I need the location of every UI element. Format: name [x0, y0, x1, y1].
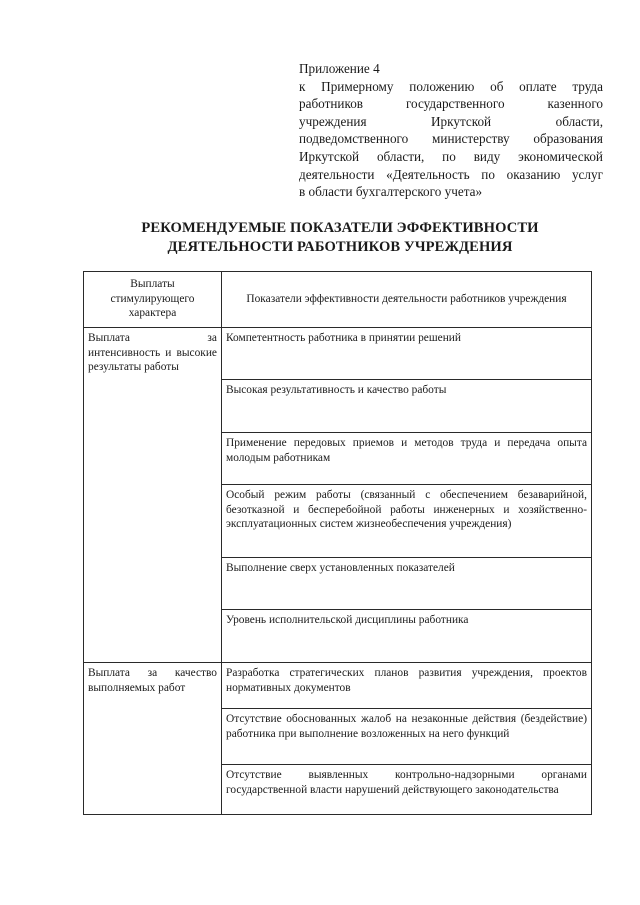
- indicator-cell: Высокая результативность и качество работы: [222, 380, 592, 433]
- annex-line: Иркутской области, по виду экономической: [299, 148, 603, 164]
- annex-line: к Примерному положению об оплате труда: [299, 78, 603, 94]
- indicator-cell: Особый режим работы (связанный с обеспечением безаварийной, безотказной и бесперебойной работы инженерных и хозяйственно-эксплуатационных систем жизнеобеспечения учреждения): [222, 485, 592, 558]
- annex-line: подведомственного министерству образования: [299, 131, 603, 147]
- indicators-table: [83, 271, 592, 815]
- annex-line: учреждения Иркутской области,: [299, 113, 603, 129]
- heading-line-1: РЕКОМЕНДУЕМЫЕ ПОКАЗАТЕЛИ ЭФФЕКТИВНОСТИ: [141, 220, 539, 236]
- annex-block: [299, 60, 603, 201]
- heading-line-2: ДЕЯТЕЛЬНОСТИ РАБОТНИКОВ УЧРЕЖДЕНИЯ: [167, 239, 513, 255]
- indicator-cell: Отсутствие обоснованных жалоб на незаконные действия (бездействие) работника при выполнение возложенных на него функций: [222, 709, 592, 765]
- table-row: [84, 663, 592, 709]
- annex-line: работников государственного казенного: [299, 96, 603, 112]
- indicator-cell: Компетентность работника в принятии решений: [222, 328, 592, 380]
- indicator-cell: Применение передовых приемов и методов труда и передача опыта молодым работникам: [222, 433, 592, 485]
- category-cell-quality: Выплата за качество выполняемых работ: [84, 663, 222, 815]
- header-payments: Выплаты стимулирующего характера: [84, 272, 222, 328]
- document-heading: [60, 219, 620, 257]
- category-cell-intensity: Выплата за интенсивность и высокие результаты работы: [84, 328, 222, 663]
- annex-line: в области бухгалтерского учета»: [299, 184, 483, 200]
- table-header-row: [84, 272, 592, 328]
- indicator-cell: Выполнение сверх установленных показателей: [222, 558, 592, 610]
- header-indicators: Показатели эффективности деятельности работников учреждения: [222, 272, 592, 328]
- indicator-cell: Отсутствие выявленных контрольно-надзорными органами государственной власти нарушений действующего законодательства: [222, 765, 592, 815]
- indicator-cell: Уровень исполнительской дисциплины работника: [222, 610, 592, 663]
- table-row: [84, 328, 592, 380]
- indicator-cell: Разработка стратегических планов развития учреждения, проектов нормативных документов: [222, 663, 592, 709]
- annex-title: Приложение 4: [299, 61, 380, 76]
- annex-line: деятельности «Деятельность по оказанию услуг: [299, 166, 603, 182]
